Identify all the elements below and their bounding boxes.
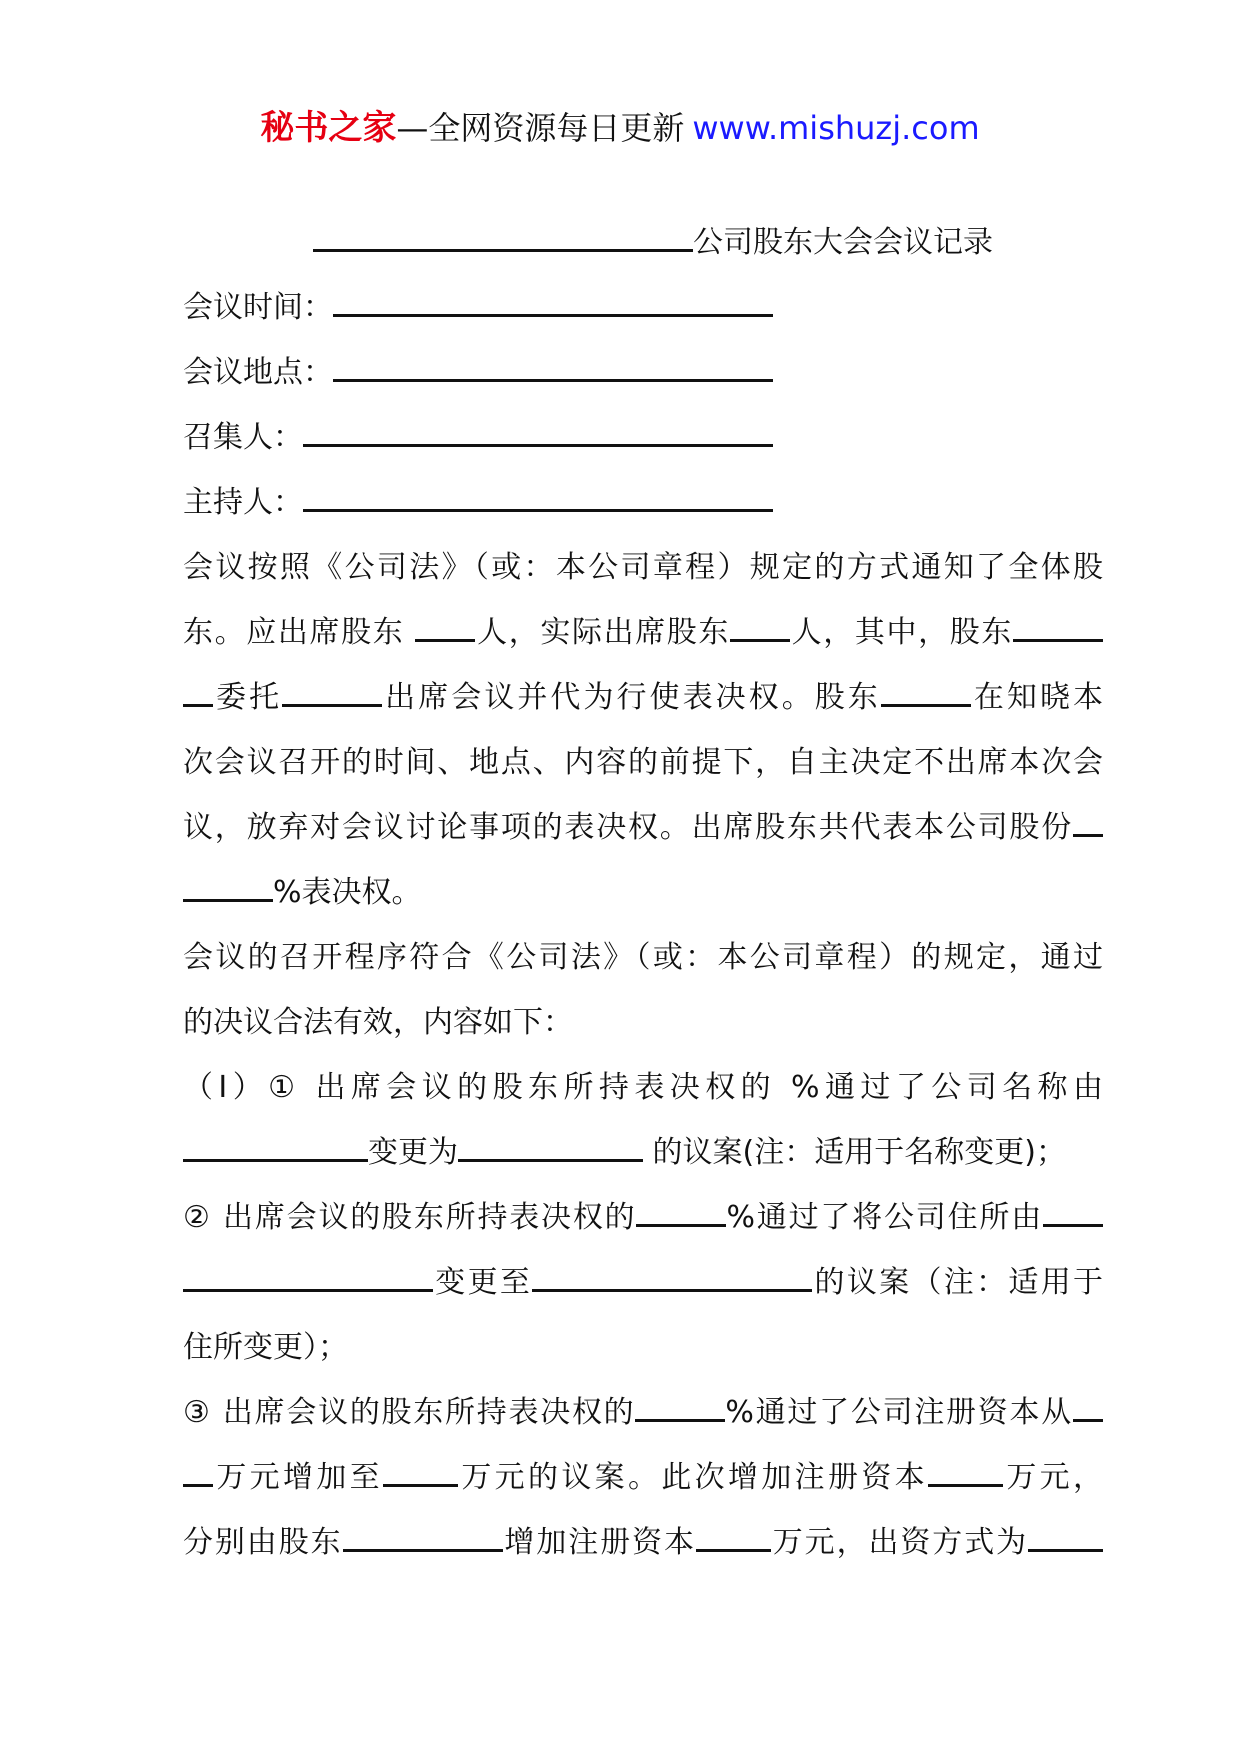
meeting-time-row (183, 275, 1103, 340)
paragraph-line: 东。应出席股东 人，实际出席股东 人，其中，股东 (183, 600, 1103, 665)
paragraph-line: 次会议召开的时间、地点、内容的前提下，自主决定不出席本次会 (183, 745, 1103, 780)
old-capital-blank (1073, 1393, 1103, 1422)
resolution-line: 变更为 的议案(注：适用于名称变更)； (183, 1120, 1103, 1185)
share-percent-blank-cont (183, 873, 273, 902)
resolution-line: 万元增加至 万元的议案。此次增加注册资本 万元， (183, 1445, 1103, 1510)
address-vote-percent-blank (636, 1198, 726, 1227)
paragraph-line: %表决权。 (183, 860, 1103, 925)
convener-blank (303, 418, 773, 447)
required-attendees-blank (415, 613, 475, 642)
host-blank (303, 483, 773, 512)
host-label: 主持人： (183, 485, 303, 520)
new-address-blank (532, 1263, 812, 1292)
capital-increase-blank (928, 1458, 1003, 1487)
meeting-time-label: 会议时间： (183, 290, 333, 325)
company-name-blank (313, 223, 693, 252)
new-name-blank (458, 1133, 643, 1162)
convener-row (183, 405, 1103, 470)
capital-vote-percent-blank (635, 1393, 725, 1422)
shareholder-blank (1013, 613, 1103, 642)
absent-shareholder-blank (881, 678, 971, 707)
header-tagline: —全网资源每日更新 (396, 109, 685, 147)
new-capital-blank (383, 1458, 458, 1487)
contribution-amount-blank (696, 1523, 771, 1552)
convener-label: 召集人： (183, 420, 303, 455)
paragraph-line: 议，放弃对会议讨论事项的表决权。出席股东共代表本公司股份 (183, 795, 1103, 860)
paragraph-line: 委托 出席会议并代为行使表决权。股东 在知晓本 (183, 665, 1103, 730)
document-title (183, 210, 1103, 275)
old-name-blank (183, 1133, 368, 1162)
resolution-line: ② 出席会议的股东所持表决权的 %通过了将公司住所由 (183, 1185, 1103, 1250)
paragraph-line: 会议按照《公司法》（或：本公司章程）规定的方式通知了全体股 (183, 550, 1103, 585)
meeting-place-blank (333, 353, 773, 382)
actual-attendees-blank (730, 613, 790, 642)
paragraph-line: 会议的召开程序符合《公司法》（或：本公司章程）的规定，通过 (183, 940, 1103, 975)
site-header (0, 98, 1240, 158)
resolution-line: 住所变更）； (183, 1330, 348, 1365)
old-address-blank (1043, 1198, 1103, 1227)
shareholder-blank-cont (183, 678, 213, 707)
old-address-blank-cont (183, 1263, 433, 1292)
old-capital-blank-cont (183, 1458, 213, 1487)
brand-name: 秘书之家 (260, 108, 397, 148)
contributing-shareholder-blank (343, 1523, 503, 1552)
meeting-time-blank (333, 288, 773, 317)
share-percent-blank (1073, 808, 1103, 837)
meeting-place-row (183, 340, 1103, 405)
site-url-link[interactable]: www.mishuzj.com (692, 109, 980, 147)
meeting-place-label: 会议地点： (183, 355, 333, 390)
host-row (183, 470, 1103, 535)
resolution-line: （Ⅰ）① 出席会议的股东所持表决权的 %通过了公司名称由 (183, 1070, 1103, 1105)
resolution-line: ③ 出席会议的股东所持表决权的 %通过了公司注册资本从 (183, 1380, 1103, 1445)
contribution-method-blank (1028, 1523, 1103, 1552)
resolution-line: 分别由股东 增加注册资本 万元，出资方式为 (183, 1510, 1103, 1575)
title-text: 公司股东大会会议记录 (693, 225, 993, 260)
paragraph-line: 的决议合法有效，内容如下： (183, 1005, 573, 1040)
document-body (183, 210, 1103, 1575)
proxy-blank (282, 678, 382, 707)
resolution-line: 变更至 的议案（注：适用于 (183, 1250, 1103, 1315)
